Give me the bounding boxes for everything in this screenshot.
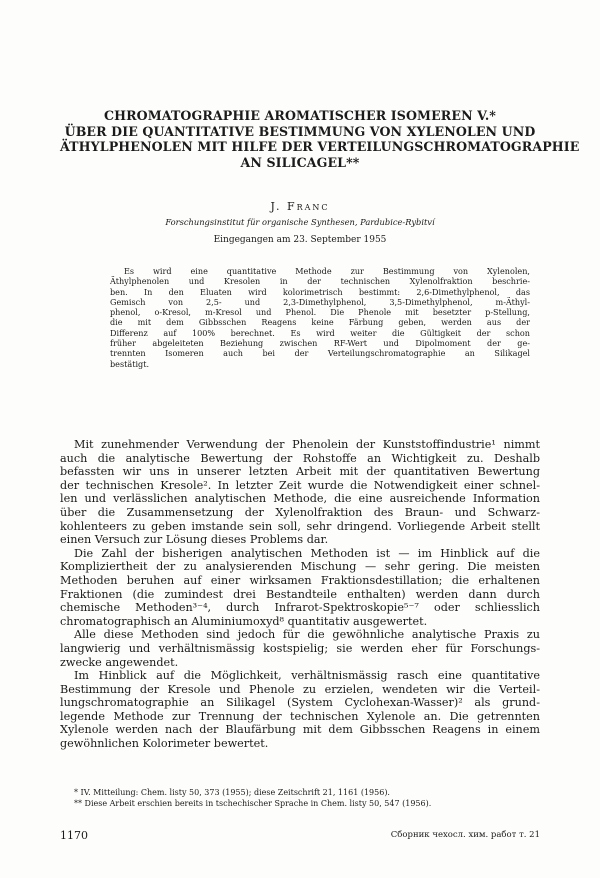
body-line: lungschromatographie an Silikagel (System Cyclohexan-Wasser)² als grund-: [60, 696, 540, 710]
abstract-line: trennten Isomeren auch bei der Verteilungschromatographie an Silikagel: [110, 348, 530, 359]
body-line: Alle diese Methoden sind jedoch für die gewöhnliche analytische Praxis zu: [74, 628, 540, 642]
body-line: Mit zunehmender Verwendung der Phenolein der Kunststoffindustrie¹ nimmt: [74, 438, 540, 451]
author: J. Franc: [270, 200, 330, 213]
body-line: Kompliziertheit der zu analysierenden Mischung — sehr gering. Die meisten: [60, 560, 540, 574]
body-line: der technischen Kresole². In letzter Zeit wurde die Notwendigkeit einer schnel-: [60, 478, 540, 492]
body-line: Im Hinblick auf die Möglichkeit, verhältnismässig rasch eine quantitative: [74, 669, 540, 683]
footnote-1: * IV. Mitteilung: Chem. listy 50, 373 (1955); diese Zeitschrift 21, 1161 (1956).: [74, 788, 390, 797]
body-line: gewöhnlichen Kolorimeter bewertet.: [60, 737, 269, 751]
body-line: Bestimmung der Kresole und Phenole zu erzielen, wendeten wir die Verteil-: [60, 682, 540, 696]
body-line: Die Zahl der bisherigen analytischen Methoden ist — im Hinblick auf die: [74, 546, 540, 560]
body-line: zwecke angewendet.: [60, 655, 179, 669]
footnote-2: ** Diese Arbeit erschien bereits in tschechischer Sprache in Chem. listy 50, 547 (1956).: [74, 799, 432, 808]
body-line: kohlenteers zu geben imstande sein soll, sehr dringend. Vorliegende Arbeit stellt: [60, 519, 540, 533]
body-line: einen Versuch zur Lösung dieses Problems dar.: [60, 533, 329, 547]
title-line-4: AN SILICAGEL**: [240, 154, 360, 170]
paragraph-2: [60, 547, 540, 629]
affiliation: Forschungsinstitut für organische Synthesen, Pardubice-Rybitví: [165, 217, 435, 227]
title-line-3: ÄTHYLPHENOLEN MIT HILFE DER VERTEILUNGSCHROMATOGRAPHIE: [60, 139, 580, 154]
body-line: Xylenole werden nach der Blaufärbung mit dem Gibbsschen Reagens in einem: [60, 723, 540, 737]
title-line-2: ÜBER DIE QUANTITATIVE BESTIMMUNG VON XYLENOLEN UND: [64, 123, 536, 139]
paragraph-3: [60, 628, 540, 669]
body-line: len und verlässlichen analytischen Methode, die eine ausreichende Information: [60, 492, 540, 506]
abstract-line: die mit dem Gibbsschen Reagens keine Färbung geben, werden aus der: [110, 317, 530, 328]
body-line: auch die analytische Bewertung der Rohstoffe an Wichtigkeit zu. Deshalb: [60, 451, 540, 465]
body-line: chromatographisch an Aluminiumoxyd⁸ quantitativ ausgewertet.: [60, 614, 428, 628]
footnotes: [60, 787, 540, 809]
abstract-line: Differenz auf 100% berechnet. Es wird weiter die Gültigkeit der schon: [110, 327, 530, 338]
abstract-line: phenol, o-Kresol, m-Kresol und Phenol. Die Phenole mit besetzter p-Stellung,: [110, 307, 530, 318]
body-line: befassten wir uns in unserer letzten Arbeit mit der quantitativen Bewertung: [60, 465, 540, 479]
body-line: Methoden beruhen auf einer wirksamen Fraktionsdestillation; die erhaltenen: [60, 573, 540, 587]
paragraph-4: [60, 669, 540, 751]
abstract: [110, 266, 530, 369]
title-line-1: CHROMATOGRAPHIE AROMATISCHER ISOMEREN V.*: [103, 108, 496, 123]
article-title: [60, 108, 580, 170]
abstract-line: ben. In den Eluaten wird kolorimetrisch bestimmt: 2,6-Dimethylphenol, das: [110, 286, 530, 297]
body-line: legende Methode zur Trennung der technischen Xylenole an. Die getrennten: [60, 709, 540, 723]
body-line: langwierig und verhältnismässig kostspielig; sie werden eher für Forschungs-: [60, 641, 540, 655]
body-line: über die Zusammensetzung der Xylenolfraktion des Braun- und Schwarz-: [60, 505, 540, 519]
abstract-line: Es wird eine quantitative Methode zur Bestimmung von Xylenolen,: [124, 266, 530, 276]
page-number: 1170: [60, 829, 88, 842]
body-line: chemische Methoden³⁻⁴, durch Infrarot-Spektroskopie⁵⁻⁷ oder schliesslich: [60, 601, 540, 615]
journal-reference: Сборник чехосл. хим. работ т. 21: [390, 830, 540, 840]
abstract-line: früher abgeleiteten Beziehung zwischen RF-Wert und Dipolmoment der ge-: [110, 338, 530, 349]
body-text: [60, 438, 540, 751]
received-date: Eingegangen am 23. September 1955: [213, 235, 387, 245]
body-line: Fraktionen (die zumindest drei Bestandteile enthalten) werden dann durch: [60, 587, 540, 601]
abstract-line: Äthylphenolen und Kresolen in der technischen Xylenolfraktion beschrie-: [110, 276, 530, 287]
abstract-line: bestätigt.: [110, 358, 150, 369]
paragraph-1: [60, 438, 540, 547]
abstract-line: Gemisch von 2,5- und 2,3-Dimethylphenol, 3,5-Dimethylphenol, m-Äthyl-: [110, 296, 530, 307]
